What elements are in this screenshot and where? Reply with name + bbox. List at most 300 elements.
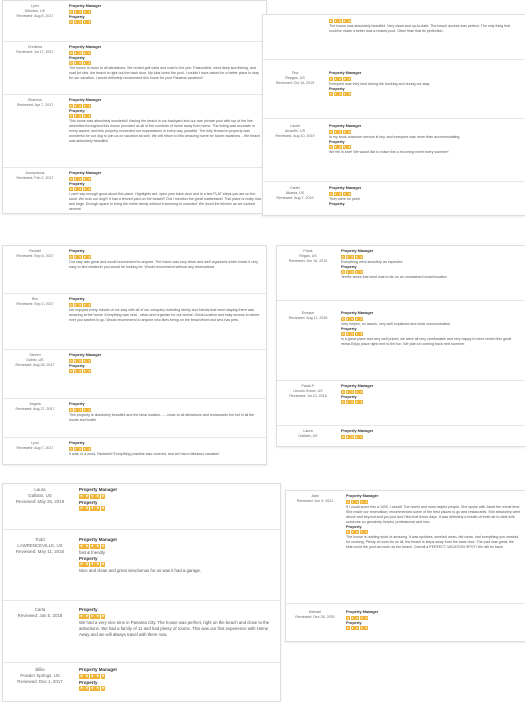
- reviewer-name: Laura: [34, 487, 46, 492]
- review-item: [3, 168, 266, 213]
- star-icon: ★: [350, 254, 354, 259]
- star-icon: ★: [90, 673, 94, 678]
- star-icon: ★: [346, 316, 350, 321]
- star-icon: ★: [74, 446, 78, 451]
- star-icon: ★: [329, 92, 333, 96]
- review-item: [277, 381, 525, 426]
- star-icon: ★: [334, 92, 338, 96]
- star-icon: ★: [360, 626, 364, 630]
- star-icon: ★: [74, 369, 78, 373]
- reviewer-name: Carla: [34, 607, 46, 612]
- star-icon: ★: [87, 358, 91, 363]
- review-text: It was, in a word, Fantastic! Everything possible was covered, and we had a fabulous vacation!: [69, 451, 220, 456]
- star-icon: ★: [359, 389, 363, 394]
- star-icon: ★: [87, 187, 91, 191]
- star-icon: ★: [83, 114, 87, 118]
- review-text: I can't say enough good about this place. Highlights are: open your back door and in a few FLAT steps you are on the sand. We took our dog!!! It has a fenced yard on the beach!!! Did I mention the great mattresses!! This place is really nice and large. Enough space to bring the entire family without it seeming to crowded. We loved the kitchen as we cooked several: [69, 192, 262, 211]
- star-icon: ★: [90, 506, 94, 511]
- rating-stars: [69, 10, 262, 14]
- review-text: The house was absolutely beautiful. Very clean and up-to-date. The beach access was perfect. The only thing that could've made it better was a heated pool. Other than that its perfection.: [329, 23, 511, 33]
- rating-stars: [69, 255, 262, 259]
- review-text: We fell in love! We would like to make this a recurring event every summer!: [329, 150, 449, 154]
- star-icon: ★: [74, 9, 78, 14]
- star-icon: ★: [355, 270, 359, 274]
- review-item: [3, 399, 266, 438]
- property-label: Property: [329, 201, 345, 206]
- star-icon: ★: [346, 626, 350, 630]
- star-icon: ★: [338, 145, 342, 149]
- reviewer-name: Ron: [31, 297, 39, 301]
- property-manager-label: Property Manager: [69, 98, 102, 102]
- star-icon: ★: [83, 446, 87, 451]
- star-icon: ★: [85, 562, 89, 567]
- star-icon: ★: [78, 9, 82, 14]
- review-date: Reviewed: Jul 17, 2017: [16, 50, 54, 54]
- rating-stars: [329, 130, 521, 134]
- star-icon: ★: [85, 543, 89, 548]
- star-icon: ★: [355, 332, 359, 336]
- review-item: [3, 1, 266, 42]
- rating-stars: [69, 177, 262, 181]
- property-label: Property: [69, 181, 85, 186]
- property-label: Property: [79, 499, 98, 505]
- rating-stars: [341, 400, 521, 404]
- star-icon: ★: [87, 103, 91, 108]
- reviewer-location: Reagan, US: [285, 76, 305, 80]
- property-label: Property: [69, 297, 85, 301]
- star-icon: ★: [78, 254, 82, 259]
- star-icon: ★: [83, 103, 87, 108]
- reviewer-location: Amarillo, US: [285, 129, 305, 133]
- reviewer-name: Angela: [29, 402, 41, 406]
- property-label: Property: [69, 55, 85, 60]
- rating-stars: [79, 494, 276, 499]
- star-icon: ★: [69, 50, 73, 55]
- star-icon: ★: [78, 407, 82, 412]
- review-date: Reviewed: Feb 2, 2017: [16, 176, 54, 180]
- reviewer-name: Michael: [308, 610, 322, 614]
- property-label: Property: [69, 402, 85, 406]
- star-icon: ★: [69, 407, 73, 412]
- star-icon: ★: [360, 499, 364, 504]
- star-icon: ★: [69, 369, 73, 373]
- star-icon: ★: [338, 92, 342, 96]
- review-date: Reviewed: Jan 5, 2018: [17, 613, 63, 619]
- reviewer-location: Gallatin, US: [28, 493, 52, 499]
- reviewer-name: Shannon: [27, 98, 43, 102]
- star-icon: ★: [74, 187, 78, 191]
- star-icon: ★: [90, 613, 94, 618]
- star-icon: ★: [87, 254, 91, 259]
- rating-stars: [329, 19, 521, 23]
- property-manager-label: Property Manager: [341, 311, 374, 315]
- star-icon: ★: [101, 562, 105, 567]
- star-icon: ★: [341, 400, 345, 404]
- star-icon: ★: [83, 369, 87, 373]
- star-icon: ★: [69, 114, 73, 118]
- star-icon: ★: [83, 20, 87, 24]
- rating-stars: [69, 20, 262, 24]
- review-item: [286, 607, 525, 641]
- rating-stars: [79, 562, 276, 567]
- rating-stars: [329, 145, 521, 149]
- star-icon: ★: [347, 145, 351, 149]
- star-icon: ★: [329, 145, 333, 149]
- star-icon: ★: [69, 103, 73, 108]
- rating-stars: [69, 408, 262, 412]
- star-icon: ★: [359, 332, 363, 336]
- star-icon: ★: [350, 332, 354, 336]
- review-panel-1: [2, 0, 267, 214]
- star-icon: ★: [343, 129, 347, 134]
- review-item: [277, 426, 525, 446]
- reviewer-location: LAWRENCEVILLE, US: [17, 543, 63, 549]
- review-date: Reviewed: May 26, 2018: [15, 499, 65, 505]
- star-icon: ★: [329, 76, 333, 81]
- review-item: [3, 604, 280, 663]
- review-item: [263, 68, 525, 119]
- star-icon: ★: [95, 543, 100, 548]
- star-icon: ★: [83, 358, 87, 363]
- star-icon: ★: [355, 254, 359, 259]
- star-icon: ★: [79, 673, 84, 678]
- star-icon: ★: [351, 626, 355, 630]
- star-icon: ★: [69, 20, 73, 24]
- star-icon: ★: [355, 316, 359, 321]
- review-date: Reviewed: Sep 6, 2017: [16, 254, 54, 258]
- star-icon: ★: [343, 76, 347, 81]
- review-text: We enjoyed every minute of our stay with all of our company including family and friends that were staying there was amazing at the home. Everything was neat , clean and organize for our arrival. Great location and easy access to where ever you wanted to go. Would recommend to anyone who likes being on the beach/front and who has pets.: [69, 307, 260, 322]
- reviewer-name: Paula P.: [301, 384, 315, 388]
- star-icon: ★: [90, 562, 94, 567]
- star-icon: ★: [359, 400, 363, 404]
- star-icon: ★: [351, 615, 355, 620]
- review-panel-4: [276, 245, 525, 447]
- review-date: Reviewed: Aug 27, 2017: [15, 407, 55, 411]
- property-label: Property: [69, 108, 85, 113]
- review-date: Reviewed: Jun 16, 2019: [288, 259, 328, 263]
- review-date: Reviewed: Aug 10, 2019: [275, 134, 315, 138]
- review-date: Reviewed: Aug 8, 2017: [16, 14, 54, 18]
- star-icon: ★: [69, 358, 73, 363]
- review-date: Reviewed: Aug 7, 2017: [16, 446, 54, 450]
- reviewer-name: Laura: [303, 429, 313, 433]
- star-icon: ★: [78, 187, 82, 191]
- property-label: Property: [341, 264, 357, 269]
- property-manager-label: Property Manager: [329, 186, 362, 190]
- rating-stars: [341, 435, 521, 439]
- star-icon: ★: [338, 191, 342, 196]
- star-icon: ★: [360, 530, 364, 534]
- review-date: Reviewed: Aug 11, 2018: [288, 316, 328, 320]
- review-date: Reviewed: Aug 7, 2019: [276, 196, 314, 200]
- review-item: [3, 42, 266, 95]
- star-icon: ★: [359, 270, 363, 274]
- star-icon: ★: [69, 302, 73, 307]
- star-icon: ★: [343, 145, 347, 149]
- star-icon: ★: [346, 389, 350, 394]
- star-icon: ★: [95, 686, 100, 691]
- star-icon: ★: [83, 61, 87, 65]
- star-icon: ★: [334, 191, 338, 196]
- star-icon: ★: [346, 499, 350, 504]
- property-manager-label: Property Manager: [69, 4, 102, 8]
- star-icon: ★: [79, 613, 84, 618]
- review-date: Reviewed: Jul 10, 2018: [289, 394, 327, 398]
- reviewer-name: Ronald: [29, 249, 41, 253]
- rating-stars: [341, 270, 521, 274]
- star-icon: ★: [346, 254, 350, 259]
- star-icon: ★: [95, 506, 100, 511]
- star-icon: ★: [355, 400, 359, 404]
- star-icon: ★: [350, 389, 354, 394]
- rating-stars: [69, 51, 262, 55]
- star-icon: ★: [78, 302, 82, 307]
- review-text: They were on point.: [329, 196, 361, 201]
- rating-stars: [329, 92, 521, 96]
- review-item: [3, 246, 266, 294]
- reviewer-name: Enrique: [301, 311, 315, 315]
- property-label: Property: [69, 14, 85, 19]
- rating-stars: [69, 369, 262, 373]
- star-icon: ★: [85, 613, 89, 618]
- property-label: Property: [346, 524, 362, 529]
- star-icon: ★: [101, 506, 105, 511]
- reviewer-location: Ellenton, US: [25, 9, 45, 13]
- property-manager-label: Property Manager: [79, 667, 118, 672]
- star-icon: ★: [79, 562, 84, 567]
- rating-stars: [69, 303, 262, 307]
- star-icon: ★: [78, 50, 82, 55]
- star-icon: ★: [87, 61, 91, 65]
- property-label: Property: [69, 363, 85, 368]
- reviewer-name: Steven: [29, 353, 41, 357]
- star-icon: ★: [334, 129, 338, 134]
- property-manager-label: Property Manager: [329, 124, 362, 128]
- reviewer-name: Tina: [291, 71, 299, 75]
- star-icon: ★: [87, 446, 91, 451]
- review-date: Reviewed: Aug 28, 2017: [15, 363, 55, 367]
- star-icon: ★: [78, 358, 82, 363]
- star-icon: ★: [355, 615, 359, 620]
- manager-response: Very helpful, no issues, very well explained and clear communication.: [341, 321, 452, 326]
- star-icon: ★: [78, 114, 82, 118]
- review-item: [277, 308, 525, 381]
- review-date: Reviewed: Dec 1, 2017: [17, 679, 63, 685]
- star-icon: ★: [346, 400, 350, 404]
- review-date: Reviewed: Oct 14, 2019: [275, 81, 315, 85]
- reviewer-name: Frank: [303, 249, 313, 253]
- star-icon: ★: [90, 543, 94, 548]
- star-icon: ★: [74, 103, 78, 108]
- review-text: Is a great place and very well priced, we were all very comfortable and very happy to have rented this great rental.Enjoy place right next to the fun. We plan on coming back next summer.: [341, 337, 512, 346]
- star-icon: ★: [87, 302, 91, 307]
- rating-stars: [79, 686, 276, 691]
- reviewer-name: Billie: [35, 667, 45, 672]
- star-icon: ★: [341, 316, 345, 321]
- star-icon: ★: [364, 626, 368, 630]
- property-manager-label: Property Manager: [346, 494, 379, 498]
- star-icon: ★: [78, 61, 82, 65]
- star-icon: ★: [350, 400, 354, 404]
- star-icon: ★: [334, 76, 338, 81]
- review-text: The house is close to all attractions. We rented golf carts and road to the pier. Pastoodled, went deep sea fishing, and road jet skis, the beach is right out the back door. My kids loved the pool. I couldn't have asked for a better place to stay for our vacation. I would definitely recommend this home for your Panama vacation!!: [69, 66, 259, 80]
- rating-stars: [341, 255, 521, 259]
- star-icon: ★: [90, 686, 94, 691]
- review-text: Our stay was great and would recommend to anyone. The home was very clean and well organized which made it very easy to find whatever you would be looking for. Would recommend without any reservations: [69, 259, 258, 269]
- star-icon: ★: [85, 506, 89, 511]
- star-icon: ★: [95, 673, 100, 678]
- star-icon: ★: [95, 613, 100, 618]
- review-panel-5: [2, 483, 281, 702]
- rating-stars: [341, 390, 521, 394]
- star-icon: ★: [74, 176, 78, 181]
- star-icon: ★: [341, 254, 345, 259]
- star-icon: ★: [87, 407, 91, 412]
- star-icon: ★: [334, 145, 338, 149]
- star-icon: ★: [346, 434, 350, 439]
- star-icon: ★: [83, 187, 87, 191]
- review-panel-6: [285, 490, 525, 642]
- property-manager-label: Property Manager: [69, 171, 102, 175]
- star-icon: ★: [95, 562, 100, 567]
- rating-stars: [69, 359, 262, 363]
- rating-stars: [346, 626, 521, 630]
- star-icon: ★: [355, 389, 359, 394]
- star-icon: ★: [83, 9, 87, 14]
- star-icon: ★: [329, 18, 333, 23]
- star-icon: ★: [359, 434, 363, 439]
- review-panel-3: [2, 245, 267, 465]
- reviewer-name: Jake: [311, 494, 319, 498]
- star-icon: ★: [101, 686, 105, 691]
- star-icon: ★: [78, 103, 82, 108]
- star-icon: ★: [360, 615, 364, 620]
- rating-stars: [341, 317, 521, 321]
- star-icon: ★: [87, 20, 91, 24]
- rating-stars: [69, 104, 262, 108]
- reviewer-name: Christina: [27, 45, 43, 49]
- rating-stars: [69, 61, 262, 65]
- star-icon: ★: [351, 499, 355, 504]
- star-icon: ★: [355, 499, 359, 504]
- property-label: Property: [79, 555, 98, 561]
- reviewer-location: Dublin, US: [26, 358, 44, 362]
- star-icon: ★: [87, 9, 91, 14]
- property-label: Property: [69, 441, 85, 445]
- manager-response: If I could score this a 1000, I would! The nicest and most helpful people. She spoke with Janet the whole time. She made our reservation, recommended some of the best places to go and restaurants. She absolutely went above and beyond and you just don't find that these days. It was definitely a breath of fresh air to deal with someone so genuinely helpful, professional and nice.: [346, 504, 521, 524]
- star-icon: ★: [79, 493, 84, 498]
- review-text: We had a very nice time in Panama City. The house was perfect, right on the beach and close to the attractions. We had a family of 11 and had plenty of rooms. This was our first experience with Home Away and we will always travel with them now.: [79, 619, 270, 637]
- rating-stars: [346, 616, 521, 620]
- review-date: Reviewed: Dec 28, 2020: [295, 615, 335, 619]
- review-text: Nice and clean and great view,bonus for us was it had a garage.: [79, 568, 202, 573]
- property-label: Property: [329, 86, 345, 91]
- star-icon: ★: [74, 407, 78, 412]
- review-date: Reviewed: Apr 7, 2017: [16, 103, 54, 107]
- review-item: [3, 95, 266, 168]
- reviewer-name: Carter: [290, 186, 300, 190]
- review-text: This property is absolutely beautiful and the ideal location.......close to all attractions and restaurants but not in all the hustle and bustle: [69, 412, 255, 422]
- property-manager-label: Property Manager: [79, 487, 118, 492]
- rating-stars: [329, 192, 521, 196]
- star-icon: ★: [351, 530, 355, 534]
- review-panel-2: [262, 14, 525, 216]
- rating-stars: [329, 77, 521, 81]
- star-icon: ★: [350, 270, 354, 274]
- review-item: [3, 484, 280, 530]
- property-manager-label: Property Manager: [341, 249, 374, 253]
- star-icon: ★: [83, 302, 87, 307]
- property-manager-label: Property Manager: [346, 610, 379, 614]
- star-icon: ★: [87, 114, 91, 118]
- property-manager-label: Property Manager: [341, 384, 374, 388]
- review-text: Terrific views that went was to far on an unmatched house/location: [341, 275, 447, 279]
- star-icon: ★: [341, 270, 345, 274]
- star-icon: ★: [69, 176, 73, 181]
- property-label: Property: [69, 249, 85, 253]
- review-item: [263, 121, 525, 182]
- star-icon: ★: [355, 434, 359, 439]
- star-icon: ★: [346, 615, 350, 620]
- star-icon: ★: [69, 61, 73, 65]
- star-icon: ★: [343, 18, 347, 23]
- star-icon: ★: [74, 20, 78, 24]
- reviewer-name: Laurie: [290, 124, 300, 128]
- star-icon: ★: [347, 76, 351, 81]
- star-icon: ★: [101, 543, 105, 548]
- review-date: Reviewed: Sep 2, 2017: [16, 302, 54, 306]
- star-icon: ★: [74, 50, 78, 55]
- property-manager-label: Property Manager: [79, 537, 118, 542]
- star-icon: ★: [85, 686, 89, 691]
- star-icon: ★: [95, 493, 100, 498]
- star-icon: ★: [364, 530, 368, 534]
- star-icon: ★: [83, 407, 87, 412]
- star-icon: ★: [69, 187, 73, 191]
- star-icon: ★: [78, 369, 82, 373]
- manager-response: Everything went smoothly as expected: [341, 259, 403, 264]
- star-icon: ★: [74, 254, 78, 259]
- rating-stars: [79, 506, 276, 511]
- star-icon: ★: [355, 626, 359, 630]
- star-icon: ★: [78, 446, 82, 451]
- rating-stars: [69, 114, 262, 118]
- reviewer-location: Powder Springs, US: [20, 673, 60, 679]
- star-icon: ★: [85, 493, 89, 498]
- star-icon: ★: [355, 530, 359, 534]
- manager-response: fast & friendly: [79, 549, 106, 555]
- star-icon: ★: [83, 176, 87, 181]
- rating-stars: [79, 614, 276, 619]
- star-icon: ★: [338, 76, 342, 81]
- reviewer-location: Lincoln Grove, US: [293, 389, 323, 393]
- star-icon: ★: [359, 254, 363, 259]
- rating-stars: [79, 674, 276, 679]
- rating-stars: [346, 500, 521, 504]
- star-icon: ★: [346, 270, 350, 274]
- star-icon: ★: [338, 18, 342, 23]
- star-icon: ★: [101, 493, 105, 498]
- star-icon: ★: [364, 615, 368, 620]
- review-item: [263, 15, 525, 60]
- star-icon: ★: [74, 302, 78, 307]
- star-icon: ★: [350, 434, 354, 439]
- star-icon: ★: [329, 191, 333, 196]
- star-icon: ★: [87, 176, 91, 181]
- star-icon: ★: [347, 92, 351, 96]
- review-item: [3, 534, 280, 601]
